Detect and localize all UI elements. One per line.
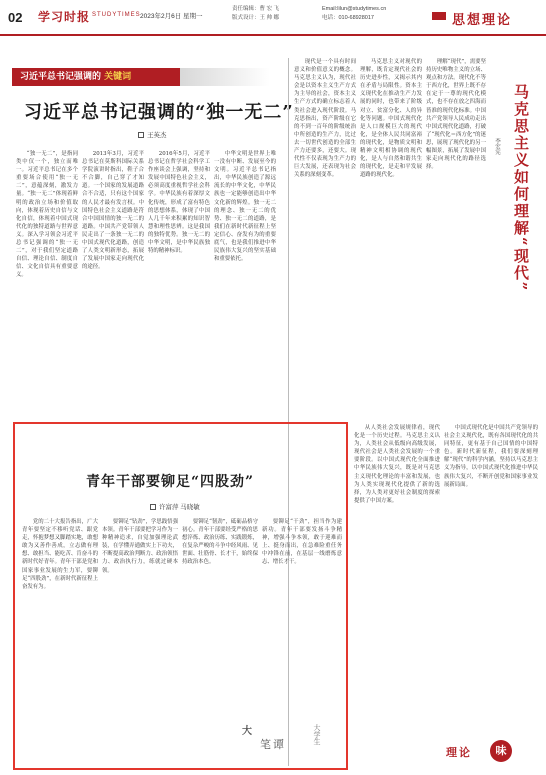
main-article-col-4: 中华文明是世界上唯一没有中断、发展至今的文明。习近平总书记指出，中华民族创造了源远流长的中华文化，中华民族也一定能够创造出中华文化新的辉煌。独一无二的理念、独一无二的优势、独一无二的道路，是我们在新时代新征程上坚定信心、奋发有为的重要底气，也是我们推进中华民族伟大复兴的坚实基础和重要依托。 [214, 151, 276, 263]
byline-box-icon [138, 132, 144, 138]
publication-date: 2023年2月6日 星期一 [140, 13, 203, 20]
contact-email: Email:lilun@studytimes.cn [322, 6, 387, 12]
main-article-col-2: 2013年3月，习近平总书记在莫斯科国际关系学院演讲时指出，鞋子合不合脚，自己穿了才知道。一个国家的发展道路合不合适，只有这个国家的人民才最有发言权。中国特色社会主义道路是符合中国国情的独一无二的道路。中国共产党带领人民走出了一条独一无二的中国式现代化道路，创造了人类文明新形态，拓展了发展中国家走向现代化的途径。 [82, 151, 144, 271]
featured-article-col-3: 要铆足“韧劲”，砥砺品格守初心。青年干部要经受严格的思想淬炼、政治历练、实践锻炼，在复杂严峻的斗争中经风雨、见世面、壮筋骨、长才干，始终保持政治本色。 [182, 519, 258, 566]
featured-article-byline [150, 502, 200, 511]
section-name: 思想理论 [452, 13, 513, 28]
paper-name-en: STUDYTIMES [92, 12, 141, 18]
side-article-title: 马克思主义如何理解“现代” [512, 84, 530, 293]
editors-info [232, 5, 279, 23]
banner-label [12, 68, 180, 86]
side-article-col-1: 现代是一个具有时间意义和价值意义的概念。马克思主义认为，现代社会是以资本主义生产方式为主导的社会，资本主义生产方式的确立标志着人类社会进入现代阶段。马克思指出，资产阶级在它的不到一百年的阶级统治中所创造的生产力，比过去一切世代创造的全部生产力还要多，还要大。现代性不仅表现为生产力的巨大发展，还表现为社会关系的深刻变革。 [294, 59, 356, 179]
main-article-author: 王英杰 [147, 132, 167, 139]
featured-article-col-2: 要铆足“钻劲”，学思践悟强本领。青年干部要把学习作为一种精神追求，自觉加强理论武装，在学懂弄通做实上下功夫，不断提高政治判断力、政治领悟力、政治执行力，练就过硬本领。 [102, 519, 178, 574]
byline-box-icon [150, 504, 156, 510]
column-banner [12, 68, 274, 86]
side-article-col-4: 从人类社会发展规律看，现代化是一个历史过程。马克思主义认为，人类社会从低级向高级发展，现代社会是人类社会发展的一个重要阶段。以中国式现代化全面推进中华民族伟大复兴，既是对马克思主义现代化理论的丰富和发展，也为人类实现现代化提供了新的选择，为人类对更好社会制度的探索提供了中国方案。 [354, 425, 440, 504]
featured-article-col-1: 党的二十大报告指出，广大青年要坚定不移听党话、跟党走，怀抱梦想又脚踏实地，敢想敢为又善作善成，立志做有理想、敢担当、能吃苦、肯奋斗的新时代好青年。青年干部是党和国家事业发展的生力军，要铆足“四股劲”，在新时代新征程上奋发有为。 [22, 519, 98, 590]
logo-circle: 味 [490, 740, 512, 762]
contact-info [322, 5, 386, 23]
section-marker [432, 12, 446, 20]
stamp-char: 大 [242, 726, 252, 737]
logo-text: 理论 [446, 746, 472, 759]
side-article-col-5: 中国式现代化是中国共产党领导的社会主义现代化，既有各国现代化的共同特征，更有基于自己国情的中国特色。新时代新征程，我们要深刻理解“现代”的科学内涵，坚持以马克思主义为指导，以中国式现代化推进中华民族伟大复兴，不断开创党和国家事业发展新局面。 [444, 425, 538, 488]
featured-article-col-4: 要铆足“干劲”，担当作为建新功。青年干部要发扬斗争精神，增强斗争本领，敢于迎难而上、挺身而出，在急难险重任务中冲锋在前，在基层一线磨炼意志、增长才干。 [262, 519, 342, 566]
masthead [0, 0, 546, 36]
designer-line: 版式设计：王 帅 娜 [232, 15, 280, 21]
featured-article-author: 许富萍 马晓敏 [159, 504, 200, 511]
featured-article-title: 青年干部要铆足“四股劲” [86, 474, 255, 490]
paper-name: 学习时报 [38, 10, 91, 24]
banner-prefix: 习近平总书记强调的 [20, 72, 102, 82]
main-article-byline [138, 130, 167, 139]
side-article-col-2: 马克思主义对现代的理解，既肯定现代社会的历史进步性，又揭示其内在矛盾与局限性。资本主义现代化在推动生产力发展的同时，也带来了阶级对立、贫富分化、人的异化等问题。中国式现代化是人口规模巨大的现代化，是全体人民共同富裕的现代化，是物质文明和精神文明相协调的现代化，是人与自然和谐共生的现代化，是走和平发展道路的现代化。 [360, 59, 422, 179]
page-number: 02 [8, 10, 23, 25]
main-article-title: 习近平总书记强调的“独一无二” [24, 102, 294, 123]
column-stamp [242, 722, 334, 756]
main-article-col-1: “独一无二”，是指同类中仅一个，独立而唯一。习近平总书记在多个重要场合使用“独一无二”，意蕴深刻，激发力量。“独一无二”体现着鲜明的政治立场和价值取向，体现着历史自信与文化自信，体现着中国式现代化的独特道路与世界意义。深入学习领会习近平总书记强调的“独一无二”，对于我们坚定道路自信、理论自信、制度自信、文化自信具有重要意义。 [16, 151, 78, 279]
banner-fade [180, 68, 270, 86]
stamp-label: 笔谭 [260, 738, 286, 751]
contact-phone: 电话：010-68928017 [322, 15, 374, 21]
side-article-author: 李宏宪 [494, 138, 500, 155]
banner-keyword: 关键词 [104, 72, 132, 82]
stamp-side-text: 大学生 [313, 724, 321, 745]
side-article-col-3: 理解“现代”，需要坚持历史唯物主义的立场、观点和方法。现代化不等于西方化，世界上既不存在定于一尊的现代化模式，也不存在放之四海而皆准的现代化标准。中国共产党领导人民成功走出中国式现代化道路，打破了“现代化＝西方化”的迷思，展现了现代化的另一幅图景，拓展了发展中国家走向现代化的路径选择。 [426, 59, 486, 171]
column-logo [446, 738, 536, 766]
main-article-col-3: 2016年5月，习近平总书记在哲学社会科学工作座谈会上强调，坚持和发展中国特色社会主义，必须高度重视哲学社会科学。中华民族有着深厚文化传统，形成了富有特色的思想体系，体现了中国人几千年来积累的知识智慧和理性思辨。这是我国的独特优势。独一无二的中华文明，是中华民族独特的精神标识。 [148, 151, 210, 255]
editor-line: 责任编辑：曹 宏 飞 [232, 6, 280, 12]
